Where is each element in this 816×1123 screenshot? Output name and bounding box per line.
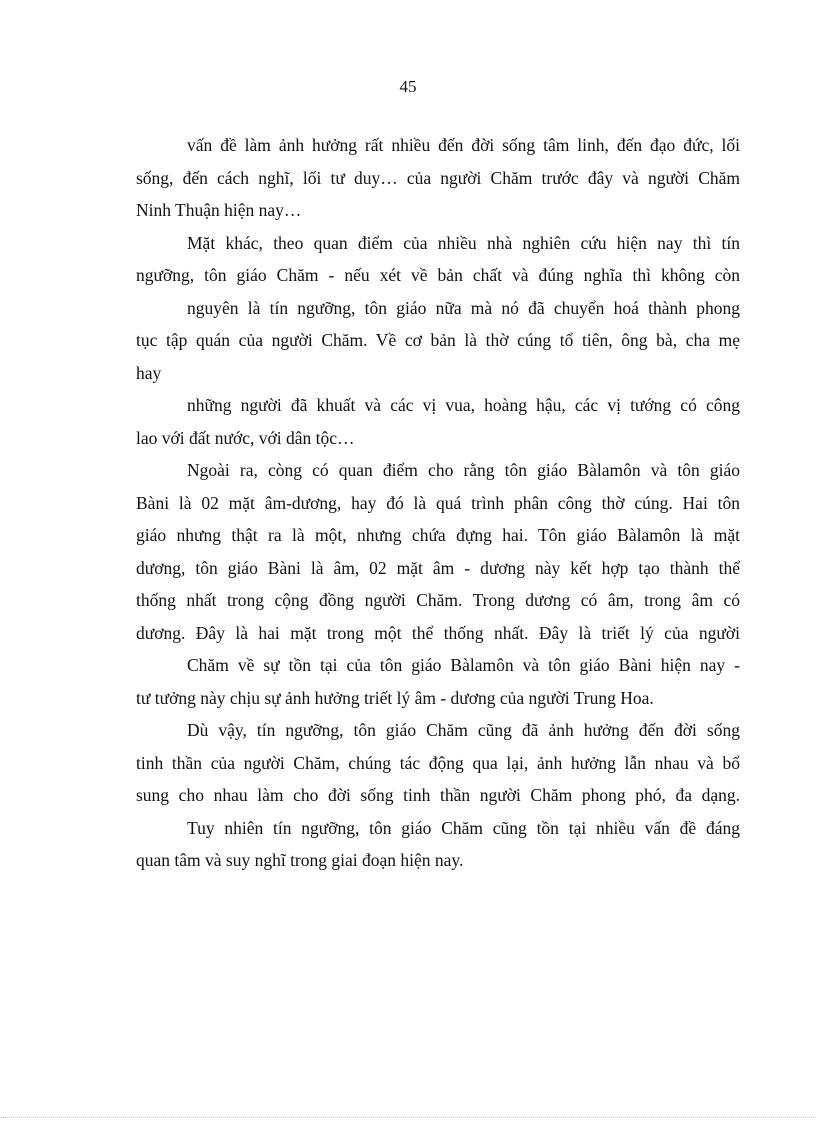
text-line: giáo nhưng thật ra là một, nhưng chứa đựng hai. Tôn giáo Bàlamôn là mặt [136,525,740,545]
text-line: Ngoài ra, còng có quan điểm cho rằng tôn giáo Bàlamôn và tôn giáo [187,460,740,480]
text-line: lao với đất nước, với dân tộc… [136,427,355,448]
text-line: những người đã khuất và các vị vua, hoàng hậu, các vị tướng có công [187,395,740,415]
text-line: tư tưởng này chịu sự ảnh hưởng triết lý âm - dương của người Trung Hoa. [136,687,654,708]
text-line: Mặt khác, theo quan điểm của nhiều nhà nghiên cứu hiện nay thì tín [187,232,740,253]
text-line: dương, tôn giáo Bàni là âm, 02 mặt âm - dương này kết hợp tạo thành thể [136,557,740,578]
text-line: sống, đến cách nghĩ, lối tư duy… của người Chăm trước đây và người Chăm [136,167,740,188]
text-line: Chăm về sự tồn tại của tôn giáo Bàlamôn và tôn giáo Bàni hiện nay - [187,655,740,675]
page-number: 45 [399,77,417,96]
page-bottom-border [0,1117,816,1118]
text-line: hay [136,362,162,383]
text-line: Tuy nhiên tín ngưỡng, tôn giáo Chăm cũng tồn tại nhiều vấn đề đáng [187,817,740,838]
text-line: tục tập quán của người Chăm. Về cơ bản là thờ cúng tổ tiên, ông bà, cha mẹ [136,330,740,350]
text-line: quan tâm và suy nghĩ trong giai đoạn hiện nay. [136,850,464,870]
text-line: vấn đề làm ảnh hưởng rất nhiều đến đời sống tâm linh, đến đạo đức, lối [187,135,740,155]
text-line: ngưỡng, tôn giáo Chăm - nếu xét về bản chất và đúng nghĩa thì không còn [136,265,740,285]
text-line: sung cho nhau làm cho đời sống tinh thần người Chăm phong phó, đa dạng. [136,785,740,805]
text-line: Dù vậy, tín ngưỡng, tôn giáo Chăm cũng đã ảnh hưởng đến đời sống [187,720,740,740]
body-text [136,129,740,877]
text-line: dương. Đây là hai mặt trong một thể thống nhất. Đây là triết lý của người [136,622,740,643]
text-line: nguyên là tín ngưỡng, tôn giáo nữa mà nó đã chuyển hoá thành phong [187,297,740,318]
text-line: thống nhất trong cộng đồng người Chăm. Trong dương có âm, trong âm có [136,590,740,610]
text-line: tinh thần của người Chăm, chúng tác động qua lại, ảnh hưởng lẫn nhau và bổ [136,752,740,773]
text-line: Bàni là 02 mặt âm-dương, hay đó là quá trình phân công thờ cúng. Hai tôn [136,492,740,513]
text-line: Ninh Thuận hiện nay… [136,200,302,220]
